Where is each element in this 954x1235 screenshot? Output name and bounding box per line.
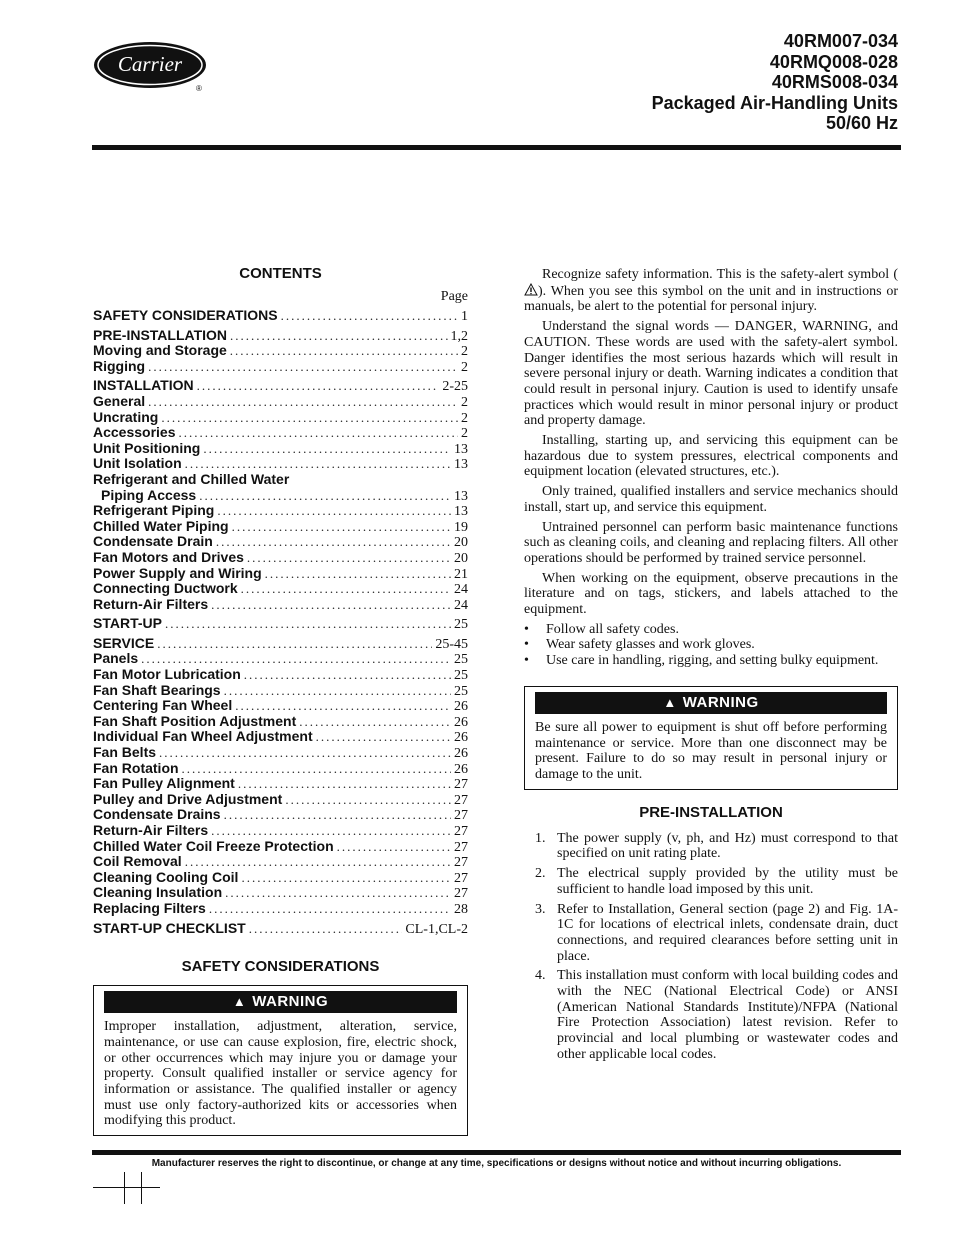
footer-disclaimer: Manufacturer reserves the right to discontinue, or change at any time, specifications or designs without notice and without incurring obligations. (151, 1158, 842, 1169)
header-rule (92, 145, 901, 150)
toc-entry (93, 441, 468, 457)
toc-leader (217, 503, 451, 519)
bullet-icon: • (524, 637, 529, 653)
paragraph: Understand the signal words — DANGER, WARNING, and CAUTION. These words are used with the safety-alert symbol. Danger identifies the most serious hazards which will result in severe personal injury or death. Warning indicates a condition that could result in personal injury. Caution is used to identify unsafe practices which would result in minor personal injury or product and property damage. (524, 319, 898, 429)
toc-entry-label: Fan Motors and Drives (93, 549, 244, 565)
toc-entry-label: Power Supply and Wiring (93, 565, 262, 581)
toc-leader (185, 854, 451, 870)
list-item (524, 866, 898, 897)
document-header (652, 31, 898, 134)
toc-leader (241, 870, 451, 886)
toc-entry (93, 636, 468, 652)
toc-leader (165, 616, 451, 632)
toc-entry-label: Moving and Storage (93, 343, 227, 359)
toc-entry-label: Replacing Filters (93, 900, 206, 916)
frequency: 50/60 Hz (825, 113, 898, 133)
toc-entry-page: 26 (454, 730, 468, 746)
toc-entry-page: 24 (454, 582, 468, 597)
pre-installation-steps (524, 831, 898, 1063)
paragraph: Installing, starting up, and servicing this equipment can be hazardous due to system pressures, electrical components and equipment location (elevated structures, etc.). (524, 433, 898, 480)
toc-leader (179, 425, 458, 441)
toc-entry-label: General (93, 393, 146, 409)
model-number: 40RMS008-034 (771, 72, 898, 92)
toc-entry-label: Fan Shaft Bearings (93, 682, 221, 698)
warning-triangle-icon: ▲ (663, 694, 677, 710)
toc-entry-label: Coil Removal (93, 854, 182, 870)
toc-entry (93, 328, 468, 344)
toc-entry-page: 21 (454, 566, 468, 582)
toc-entry-page: 24 (454, 597, 468, 613)
paragraph: When working on the equipment, observe precautions in the literature and on tags, stickers, and labels attached to the equipment. (524, 570, 898, 618)
pre-installation-title: PRE-INSTALLATION (639, 803, 783, 821)
toc-entry (93, 550, 468, 566)
model-number: 40RM007-034 (783, 31, 898, 51)
toc-entry (93, 667, 468, 683)
toc-entry-label: Fan Pulley Alignment (93, 776, 235, 792)
toc-entry (93, 308, 468, 324)
toc-entry-label: PRE-INSTALLATION (93, 327, 228, 343)
toc-leader (249, 921, 403, 937)
toc-entry-page: 27 (454, 792, 468, 808)
toc-leader (148, 359, 458, 375)
carrier-logo (93, 40, 211, 92)
toc-leader (281, 308, 458, 324)
toc-entry-label: Piping Access (101, 487, 197, 503)
toc-entry (93, 792, 468, 808)
safety-alert-icon (524, 283, 538, 296)
toc-entry (93, 761, 468, 777)
toc-entry (93, 519, 468, 535)
safety-bullets (524, 622, 898, 669)
toc-entry-page: 25 (454, 652, 468, 668)
toc-entry-label: Panels (93, 651, 139, 667)
step-number: 4. (535, 968, 546, 984)
warning-label: WARNING (682, 693, 759, 711)
toc-leader (285, 792, 451, 808)
toc-entry (93, 651, 468, 667)
toc-leader (148, 394, 458, 410)
power-warning-box (524, 686, 898, 790)
toc-entry (93, 823, 468, 839)
toc-leader (299, 714, 451, 730)
toc-entry-page: 13 (454, 441, 468, 457)
list-item (524, 622, 898, 638)
toc-entry-label: Uncrating (93, 409, 159, 425)
step-text: The power supply (v, ph, and Hz) must correspond to that specified on unit rating plate. (557, 830, 898, 862)
toc-leader (232, 519, 451, 535)
warning-banner (535, 692, 887, 714)
list-item (524, 831, 898, 862)
contents-title: CONTENTS (239, 265, 322, 282)
toc-entry-page: CL-1,CL-2 (405, 921, 468, 937)
toc-entry (93, 921, 468, 937)
toc-entry-page: 25 (454, 683, 468, 699)
toc-entry-label: Connecting Ductwork (93, 581, 238, 597)
toc-leader (211, 597, 451, 613)
crop-mark (93, 1187, 160, 1188)
toc-entry (93, 472, 468, 488)
table-of-contents (93, 308, 468, 936)
toc-entry-label: Return-Air Filters (93, 596, 209, 612)
toc-entry-page: 19 (454, 519, 468, 535)
toc-entry-label: Chilled Water Coil Freeze Protection (93, 838, 334, 854)
toc-entry-page: 20 (454, 535, 468, 550)
list-item (524, 637, 898, 653)
toc-entry-label: Individual Fan Wheel Adjustment (93, 729, 313, 745)
list-item-text: Follow all safety codes. (546, 621, 679, 637)
toc-entry-label: Return-Air Filters (93, 823, 209, 838)
warning-label: WARNING (252, 993, 329, 1011)
toc-leader (224, 807, 451, 823)
page-column-heading: Page (440, 289, 468, 304)
toc-entry (93, 854, 468, 870)
toc-entry (93, 456, 468, 472)
toc-entry-page: 2 (461, 344, 468, 359)
toc-entry (93, 581, 468, 597)
toc-leader (199, 488, 451, 504)
toc-entry-label: INSTALLATION (93, 378, 194, 394)
safety-warning-box (93, 985, 468, 1136)
toc-leader (182, 761, 451, 777)
toc-entry (93, 901, 468, 917)
logo-text: Carrier (117, 52, 183, 76)
toc-entry (93, 839, 468, 855)
toc-entry (93, 503, 468, 519)
toc-entry-label: Pulley and Drive Adjustment (93, 791, 283, 807)
toc-entry-page: 26 (454, 699, 468, 714)
toc-entry (93, 359, 468, 375)
toc-leader (224, 683, 451, 699)
toc-entry-label: Fan Shaft Position Adjustment (93, 713, 297, 729)
toc-entry-label: Condensate Drains (93, 807, 221, 823)
toc-entry-label: Fan Rotation (93, 760, 179, 776)
toc-leader (216, 534, 451, 550)
toc-entry-label: START-UP CHECKLIST (93, 920, 246, 936)
toc-entry (93, 885, 468, 901)
toc-leader (316, 729, 451, 745)
toc-entry (93, 683, 468, 699)
toc-entry (93, 616, 468, 632)
toc-leader (161, 410, 458, 426)
toc-leader (141, 651, 451, 667)
toc-entry-page: 13 (454, 457, 468, 472)
toc-entry-label: Cleaning Insulation (93, 885, 223, 901)
step-text: The electrical supply provided by the utility must be sufficient to handle load imposed by this unit. (557, 866, 898, 897)
right-column (524, 267, 898, 1067)
toc-entry-label: Unit Isolation (93, 456, 182, 472)
toc-leader (157, 636, 432, 652)
toc-entry-label: Rigging (93, 358, 146, 374)
product-title: Packaged Air-Handling Units (651, 92, 898, 113)
toc-leader (197, 378, 440, 394)
toc-entry-label: Refrigerant and Chilled Water (93, 471, 290, 487)
footer-rule (92, 1150, 901, 1155)
toc-entry-label: Centering Fan Wheel (93, 698, 233, 714)
toc-entry (93, 378, 468, 394)
registered-mark: ® (196, 84, 202, 92)
toc-entry (93, 729, 468, 745)
toc-entry-label: Refrigerant Piping (93, 503, 215, 519)
step-text: Refer to Installation, General section (page 2) and Fig. 1A-1C for locations of electrical inlets, condensate drain, duct connections, and required clearances before setting unit in place. (557, 901, 898, 964)
bullet-icon: • (524, 653, 529, 669)
toc-entry-page: 25 (454, 617, 468, 632)
crop-mark (124, 1172, 125, 1204)
toc-leader (211, 823, 451, 839)
warning-triangle-icon: ▲ (232, 994, 247, 1010)
toc-entry-label: SERVICE (93, 635, 155, 651)
toc-leader (238, 776, 451, 792)
toc-leader (185, 456, 451, 472)
toc-entry-page: 26 (454, 714, 468, 730)
toc-entry (93, 394, 468, 410)
toc-entry-page: 2 (461, 410, 468, 426)
toc-entry-page: 27 (454, 808, 468, 823)
list-item (524, 902, 898, 965)
step-number: 3. (535, 901, 546, 917)
toc-leader (230, 343, 458, 359)
toc-entry-page: 27 (454, 870, 468, 886)
toc-leader (159, 745, 451, 761)
toc-entry-page: 1 (461, 309, 468, 324)
toc-entry-label: Chilled Water Piping (93, 518, 229, 534)
warning-text: Be sure all power to equipment is shut off before performing maintenance or service. More than one disconnect may be present. Failure to do so may result in personal injury or damage to the unit. (535, 719, 887, 782)
toc-entry (93, 714, 468, 730)
toc-entry-page: 2-25 (442, 379, 468, 394)
toc-entry-page: 2 (461, 394, 468, 410)
toc-entry-page: 13 (454, 488, 468, 504)
toc-entry-page: 2 (461, 426, 468, 441)
paragraph: Only trained, qualified installers and service mechanics should install, start up, and service this equipment. (524, 484, 898, 515)
toc-entry (93, 776, 468, 792)
toc-entry-page: 27 (454, 855, 468, 870)
safety-title: SAFETY CONSIDERATIONS (181, 958, 380, 976)
toc-entry-page: 1,2 (450, 328, 468, 344)
toc-leader (235, 698, 451, 714)
list-item-text: Use care in handling, rigging, and setting bulky equipment. (546, 653, 879, 669)
toc-entry-label: START-UP (93, 616, 162, 632)
list-item (524, 968, 898, 1062)
step-number: 1. (535, 830, 546, 846)
toc-entry-page: 2 (461, 359, 468, 375)
toc-entry (93, 597, 468, 613)
toc-entry-page: 25 (454, 668, 468, 683)
toc-leader (225, 885, 451, 901)
toc-entry-label: Fan Belts (93, 745, 157, 761)
toc-entry-label: Cleaning Cooling Coil (93, 869, 239, 885)
toc-entry-page: 26 (454, 761, 468, 777)
model-number: 40RMQ008-028 (769, 51, 898, 72)
toc-leader (209, 901, 451, 917)
list-item (524, 653, 898, 669)
toc-leader (265, 566, 451, 582)
step-text: This installation must conform with local building codes and with the NEC (National Electrical Code) or ANSI (American National Standards Institute)/NFPA (National Fire Protection Association) latest revision. Refer to provincial and local plumbing or wastewater codes and other applicable local codes. (557, 968, 898, 1062)
warning-text: Improper installation, adjustment, alteration, service, maintenance, or use can cause explosion, fire, electric shock, or other occurrences which may injure you or damage your property. Consult qualified installer or service agency for information or assistance. The qualified installer or agency must use only factory-authorized kits or accessories when modifying this product. (104, 1019, 457, 1129)
toc-leader (244, 667, 451, 683)
toc-entry (93, 410, 468, 426)
warning-banner (104, 991, 457, 1013)
toc-leader (337, 839, 451, 855)
toc-entry-label: Condensate Drain (93, 534, 213, 550)
toc-leader (203, 441, 451, 457)
toc-entry-label: Fan Motor Lubrication (93, 667, 241, 683)
step-number: 2. (535, 866, 546, 882)
toc-entry-label: Unit Positioning (93, 440, 201, 456)
toc-leader (241, 581, 451, 597)
toc-entry (93, 425, 468, 441)
toc-entry (93, 488, 468, 504)
toc-entry (93, 745, 468, 761)
toc-entry (93, 870, 468, 886)
toc-entry-page: 26 (454, 746, 468, 761)
crop-mark (141, 1172, 142, 1204)
list-item-text: Wear safety glasses and work gloves. (546, 637, 755, 653)
paragraph-text: Recognize safety information. This is the safety-alert symbol ( (542, 267, 898, 282)
paragraph (524, 267, 898, 315)
toc-entry (93, 698, 468, 714)
bullet-icon: • (524, 621, 529, 637)
toc-entry (93, 566, 468, 582)
left-column (93, 265, 468, 1136)
toc-entry-page: 27 (454, 824, 468, 839)
toc-entry-label: SAFETY CONSIDERATIONS (93, 308, 278, 323)
toc-entry (93, 534, 468, 550)
toc-entry-page: 27 (454, 777, 468, 792)
toc-leader (247, 550, 451, 566)
toc-entry (93, 807, 468, 823)
toc-entry-page: 27 (454, 839, 468, 855)
toc-entry (93, 343, 468, 359)
paragraph: Untrained personnel can perform basic maintenance functions such as cleaning coils, and cleaning and replacing filters. All other operations should be performed by trained service personnel. (524, 519, 898, 566)
paragraph-text: ). When you see this symbol on the unit and in instructions or manuals, be alert to the potential for personal injury. (524, 283, 898, 315)
toc-entry-page: 25-45 (435, 636, 468, 652)
toc-entry-page: 27 (454, 886, 468, 901)
toc-entry-page: 28 (454, 901, 468, 917)
toc-entry-page: 20 (454, 550, 468, 566)
toc-entry-page: 13 (454, 504, 468, 519)
toc-leader (230, 328, 447, 344)
toc-entry-label: Accessories (93, 425, 176, 441)
